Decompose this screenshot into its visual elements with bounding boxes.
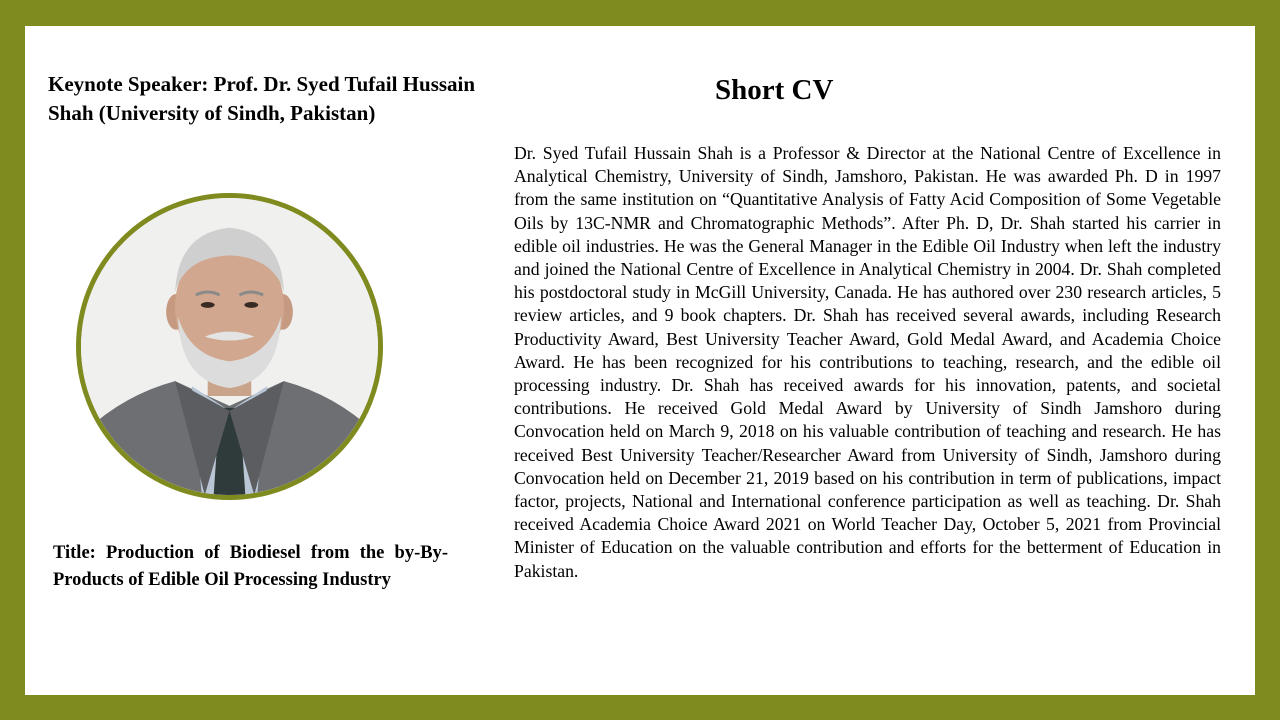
cv-body: Dr. Syed Tufail Hussain Shah is a Professor & Director at the National Centre of Excellence in Analytical Chemistry, University of Sindh, Jamshoro, Pakistan. He was awarded Ph. D in 1997 from the same institution on “Quantitative Analysis of Fatty Acid Composition of Some Vegetable Oils by 13C-NMR and Chromatographic Methods”. After Ph. D, Dr. Shah started his carrier in edible oil industries. He was the General Manager in the Edible Oil Industry when left the industry and joined the National Centre of Excellence in Analytical Chemistry in 2004. Dr. Shah completed his postdoctoral study in McGill University, Canada. He has authored over 230 research articles, 5 review articles, and 9 book chapters. Dr. Shah has received several awards, including Research Productivity Award, Best University Teacher Award, Gold Medal Award, and Academia Choice Award. He has been recognized for his contributions to teaching, research, and the edible oil processing industry. Dr. Shah has received awards for his innovation, patents, and societal contributions. He received Gold Medal Award by University of Sindh Jamshoro during Convocation held on March 9, 2018 on his valuable contribution of teaching and research. He has received Best University Teacher/Researcher Award from University of Sindh, Jamshoro during Convocation held on December 21, 2019 based on his contribution in term of publications, impact factor, projects, National and International conference participation as well as teaching. Dr. Shah received Academia Choice Award 2021 on World Teacher Day, October 5, 2021 from Provincial Minister of Education on the valuable contribution and efforts for the betterment of Education in Pakistan. bbox=[514, 143, 1221, 581]
cv-heading: Short CV bbox=[715, 74, 834, 106]
talk-title: Title: Production of Biodiesel from the by-By-Products of Edible Oil Processing Industry bbox=[53, 543, 448, 590]
speaker-portrait-icon bbox=[81, 198, 378, 495]
speaker-photo bbox=[76, 193, 383, 500]
slide bbox=[25, 26, 1255, 695]
speaker-heading: Keynote Speaker: Prof. Dr. Syed Tufail Hussain Shah (University of Sindh, Pakistan) bbox=[48, 72, 476, 125]
